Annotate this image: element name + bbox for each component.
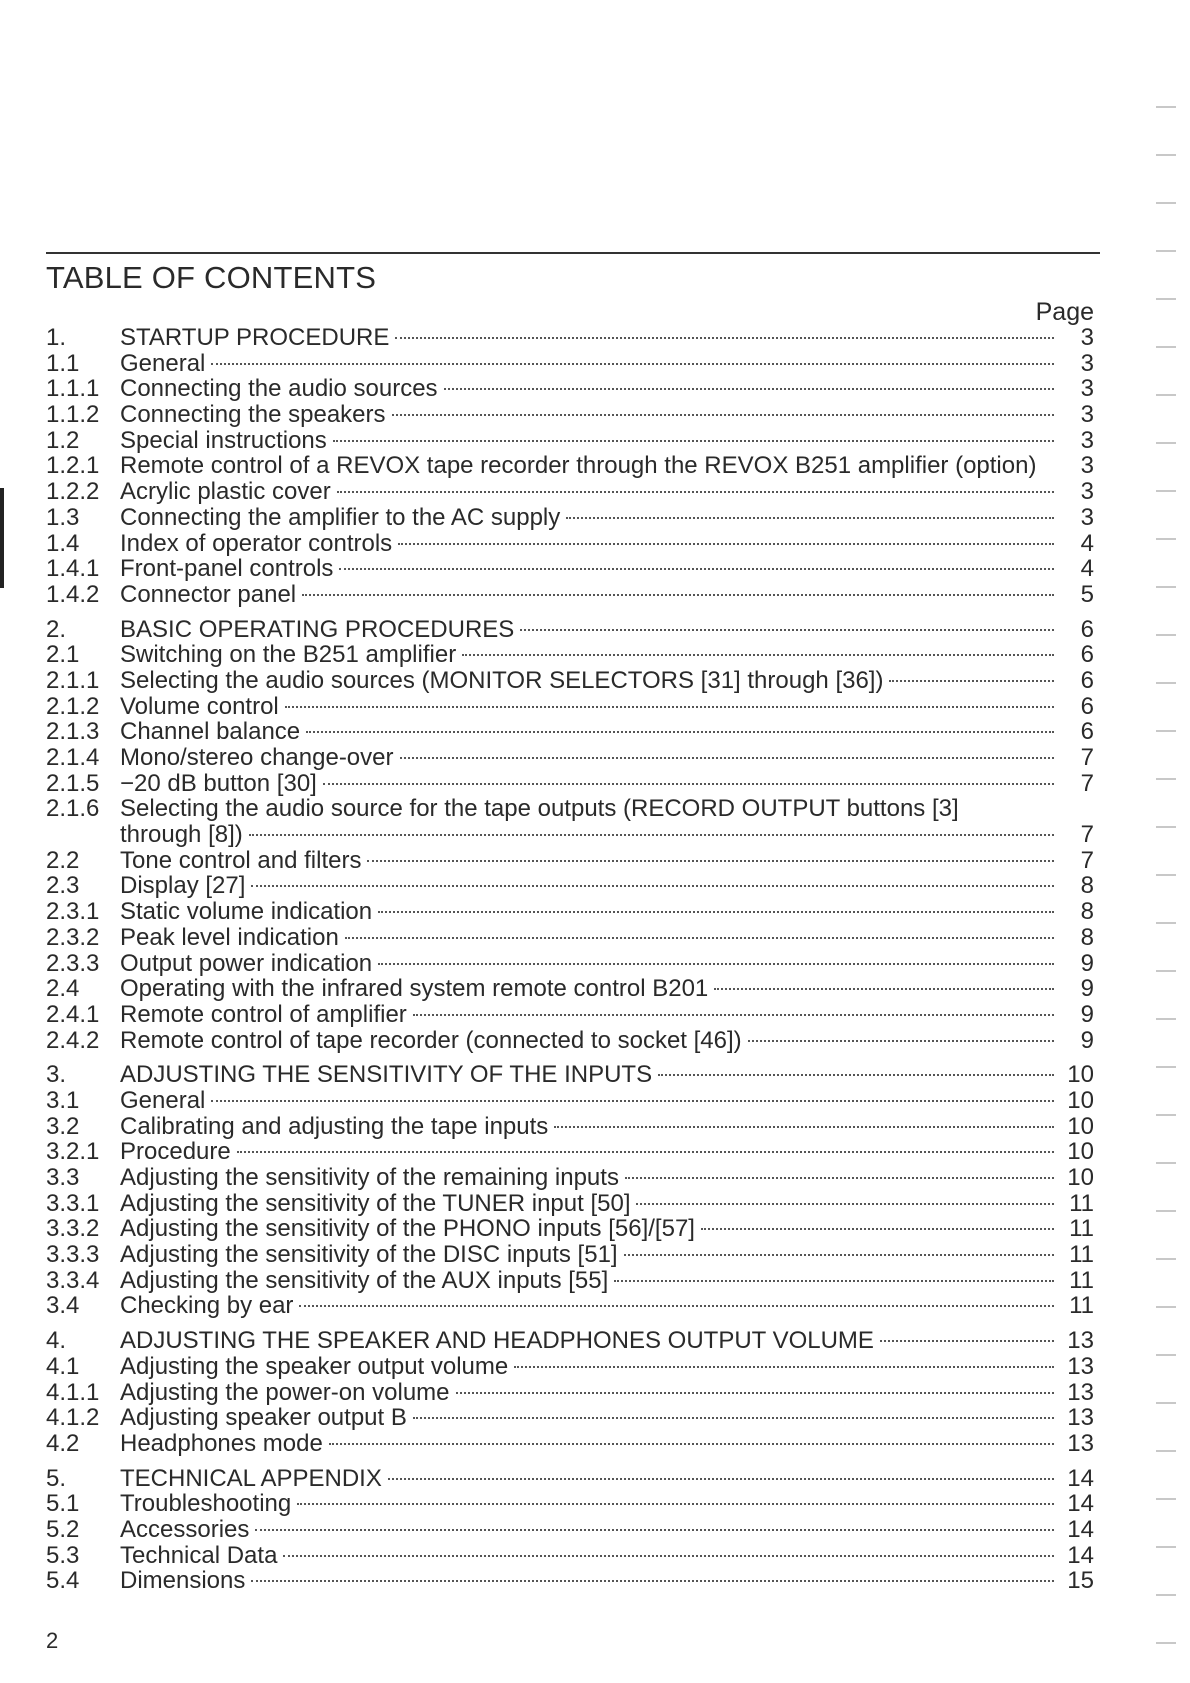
dot-leader	[889, 680, 1054, 682]
toc-entry-number: 1.4.2	[46, 580, 100, 608]
toc-entry-page: 8	[1080, 923, 1094, 951]
toc-entry-number: 1.4.1	[46, 555, 100, 583]
dot-leader	[297, 1503, 1054, 1505]
toc-entry	[46, 617, 1094, 643]
toc-entry	[46, 376, 1094, 402]
dot-leader	[658, 1074, 1054, 1076]
toc-entry	[46, 1216, 1094, 1242]
toc-entry-page: 14	[1067, 1490, 1094, 1518]
toc-entry-title: Remote control of tape recorder (connected to socket [46])	[120, 1026, 742, 1054]
toc-entry-page: 13	[1067, 1352, 1094, 1380]
toc-entry	[46, 325, 1094, 351]
toc-entry-number: 2.4.1	[46, 1000, 100, 1028]
toc-entry-page: 3	[1080, 452, 1094, 480]
toc-entry-page: 13	[1067, 1429, 1094, 1457]
toc-entry-number: 2.2	[46, 846, 80, 874]
toc-entry	[46, 1380, 1094, 1406]
toc-entry-title: Static volume indication	[120, 898, 373, 926]
dot-leader	[345, 937, 1054, 939]
toc-entry	[46, 1165, 1094, 1191]
toc-entry-title: STARTUP PROCEDURE	[120, 324, 390, 351]
dot-leader	[337, 491, 1054, 493]
toc-entry-page: 3	[1080, 503, 1094, 531]
toc-entry	[46, 951, 1094, 977]
toc-entry	[46, 1293, 1094, 1319]
toc-entry	[46, 925, 1094, 951]
toc-entry-page: 11	[1069, 1215, 1094, 1243]
dot-leader	[329, 1443, 1054, 1445]
footer-page-number: 2	[46, 1628, 59, 1653]
dot-leader	[211, 363, 1054, 365]
dot-leader	[625, 1177, 1054, 1179]
toc-entry-title: Switching on the B251 amplifier	[120, 641, 457, 669]
toc-entry-title: Remote control of a REVOX tape recorder through the REVOX B251 amplifier (option)	[120, 452, 1037, 480]
toc-entry-title: Dimensions	[120, 1567, 246, 1595]
toc-entry-title: Connector panel	[120, 580, 297, 608]
binding-mark	[0, 488, 4, 588]
toc-entry-page: 11	[1069, 1189, 1094, 1217]
toc-entry-title: Selecting the audio source for the tape outputs (RECORD OUTPUT buttons [3]	[120, 795, 959, 823]
table-of-contents	[46, 325, 1094, 1594]
toc-entry-title: Output power indication	[120, 949, 373, 977]
toc-entry-number: 2.3.3	[46, 949, 100, 977]
dot-leader	[283, 1555, 1054, 1557]
dot-leader	[636, 1203, 1054, 1205]
toc-entry-number: 3.2	[46, 1112, 80, 1140]
toc-entry-title: General	[120, 349, 206, 377]
toc-entry-title: TECHNICAL APPENDIX	[120, 1464, 382, 1492]
toc-entry-title: Front-panel controls	[120, 555, 334, 583]
toc-entry-page: 10	[1067, 1061, 1094, 1089]
toc-entry-number: 2.1	[46, 641, 80, 669]
toc-entry-page: 13	[1067, 1378, 1094, 1406]
toc-entry-title: Remote control of amplifier	[120, 1000, 407, 1028]
toc-entry-title: Adjusting the sensitivity of the TUNER input [50]	[120, 1189, 631, 1217]
toc-entry-page: 9	[1080, 1000, 1094, 1028]
dot-leader	[398, 543, 1054, 545]
dot-leader	[456, 1392, 1054, 1394]
toc-entry-title: Procedure	[120, 1138, 231, 1166]
margin-ticks	[1156, 60, 1176, 1660]
toc-entry-title: Headphones mode	[120, 1429, 323, 1457]
toc-entry-page: 10	[1067, 1138, 1094, 1166]
toc-entry	[46, 694, 1094, 720]
toc-entry-page: 3	[1080, 349, 1094, 377]
toc-entry-number: 2.1.6	[46, 795, 100, 823]
toc-entry-page: 7	[1080, 821, 1094, 849]
toc-entry-title: General	[120, 1086, 206, 1114]
toc-entry-number: 2.1.1	[46, 666, 100, 694]
toc-entry	[46, 1491, 1094, 1517]
toc-entry-number: 2.	[46, 615, 67, 643]
toc-entry-number: 5.3	[46, 1541, 80, 1569]
toc-entry-number: 4.1.1	[46, 1378, 100, 1406]
toc-entry-number: 5.2	[46, 1515, 80, 1543]
toc-entry	[46, 1568, 1094, 1594]
toc-entry	[46, 556, 1094, 582]
toc-entry-number: 5.1	[46, 1490, 80, 1518]
toc-entry-number: 3.3.2	[46, 1215, 100, 1243]
toc-entry-title: Adjusting the sensitivity of the AUX inputs [55]	[120, 1266, 609, 1294]
toc-entry-page: 13	[1067, 1404, 1094, 1432]
dot-leader	[554, 1126, 1054, 1128]
toc-entry-page: 6	[1080, 692, 1094, 720]
toc-entry-title: Selecting the audio sources (MONITOR SELECTORS [31] through [36])	[120, 666, 884, 694]
toc-entry-page: 3	[1080, 478, 1094, 506]
toc-entry	[46, 668, 1094, 694]
toc-entry	[46, 1431, 1094, 1457]
toc-entry	[46, 873, 1094, 899]
dot-leader	[306, 731, 1054, 733]
dot-leader	[624, 1254, 1054, 1256]
toc-entry-number: 2.1.4	[46, 744, 100, 771]
toc-entry-title: Tone control and filters	[120, 846, 362, 874]
toc-entry-number: 1.2.2	[46, 478, 100, 506]
dot-leader	[299, 1305, 1054, 1307]
toc-entry	[46, 976, 1094, 1002]
toc-entry	[46, 1002, 1094, 1028]
toc-entry-title: Channel balance	[120, 718, 301, 746]
toc-entry-page: 8	[1080, 898, 1094, 926]
toc-entry-number: 3.4	[46, 1292, 80, 1320]
toc-entry	[46, 479, 1094, 505]
toc-entry-page: 8	[1080, 872, 1094, 900]
toc-entry	[46, 531, 1094, 557]
toc-entry	[46, 1242, 1094, 1268]
dot-leader	[285, 706, 1054, 708]
toc-entry	[46, 1088, 1094, 1114]
toc-entry	[46, 1405, 1094, 1431]
dot-leader	[333, 440, 1054, 442]
toc-entry-number: 2.4	[46, 975, 80, 1003]
toc-entry-page: 4	[1080, 529, 1094, 557]
toc-entry-page: 7	[1080, 769, 1094, 797]
toc-entry	[46, 1328, 1094, 1354]
toc-entry-page: 3	[1080, 375, 1094, 403]
dot-leader	[392, 414, 1055, 416]
toc-entry-page: 11	[1069, 1241, 1094, 1269]
toc-entry-page: 9	[1080, 1026, 1094, 1054]
dot-leader	[249, 834, 1054, 836]
toc-entry-number: 1.2.1	[46, 452, 100, 480]
toc-entry-number: 1.1.1	[46, 375, 100, 403]
dot-leader	[378, 963, 1054, 965]
toc-entry-page: 6	[1080, 666, 1094, 694]
toc-entry	[46, 1354, 1094, 1380]
toc-entry	[46, 899, 1094, 925]
toc-entry	[46, 1114, 1094, 1140]
dot-leader	[413, 1417, 1054, 1419]
dot-leader	[237, 1151, 1054, 1153]
toc-entry	[46, 1517, 1094, 1543]
toc-entry-title: Connecting the audio sources	[120, 375, 438, 403]
toc-entry-title: Adjusting the speaker output volume	[120, 1352, 509, 1380]
toc-entry-page: 10	[1067, 1164, 1094, 1191]
toc-entry-title: through [8])	[120, 821, 243, 849]
toc-entry	[46, 402, 1094, 428]
toc-entry-title: Mono/stereo change-over	[120, 744, 394, 771]
toc-entry	[46, 1191, 1094, 1217]
dot-leader	[714, 988, 1054, 990]
dot-leader	[520, 629, 1054, 631]
toc-entry-page: 11	[1069, 1292, 1094, 1320]
toc-entry	[46, 582, 1094, 608]
toc-entry-title: Technical Data	[120, 1541, 278, 1569]
toc-entry-title: Adjusting speaker output B	[120, 1404, 407, 1432]
toc-entry-title: Calibrating and adjusting the tape inputs	[120, 1112, 549, 1140]
toc-entry-page: 9	[1080, 949, 1094, 977]
dot-leader	[302, 594, 1054, 596]
dot-leader	[748, 1040, 1054, 1042]
dot-leader	[251, 885, 1054, 887]
toc-entry-title: Acrylic plastic cover	[120, 478, 331, 506]
toc-entry-number: 1.3	[46, 503, 80, 531]
toc-entry-title: Adjusting the sensitivity of the PHONO inputs [56]/[57]	[120, 1215, 695, 1243]
toc-entry-title: Display [27]	[120, 872, 246, 900]
toc-entry-title: BASIC OPERATING PROCEDURES	[120, 615, 515, 643]
toc-entry-number: 1.1.2	[46, 401, 100, 429]
dot-leader	[339, 568, 1054, 570]
dot-leader	[566, 517, 1054, 519]
toc-entry-page: 15	[1067, 1567, 1094, 1595]
toc-entry	[46, 1466, 1094, 1492]
toc-entry-number: 4.1.2	[46, 1404, 100, 1432]
toc-entry-number: 2.3	[46, 872, 80, 900]
toc-entry-page: 6	[1080, 718, 1094, 746]
toc-entry-number: 2.3.1	[46, 898, 100, 926]
toc-entry	[46, 505, 1094, 531]
toc-entry	[46, 642, 1094, 668]
toc-entry-page: 11	[1069, 1266, 1094, 1294]
dot-leader	[251, 1580, 1054, 1582]
toc-entry-page: 3	[1080, 426, 1094, 454]
toc-entry	[46, 822, 1094, 848]
toc-entry-title: ADJUSTING THE SPEAKER AND HEADPHONES OUTPUT VOLUME	[120, 1327, 874, 1355]
toc-entry-number: 4.	[46, 1327, 67, 1355]
toc-entry-title: Index of operator controls	[120, 529, 393, 557]
toc-entry-title: Peak level indication	[120, 923, 339, 951]
toc-entry-page: 9	[1080, 975, 1094, 1003]
toc-entry	[46, 453, 1094, 479]
dot-leader	[400, 757, 1055, 759]
toc-entry-title: Adjusting the sensitivity of the DISC inputs [51]	[120, 1241, 618, 1269]
toc-entry-number: 3.3.3	[46, 1241, 100, 1269]
toc-entry-page: 10	[1067, 1086, 1094, 1114]
toc-entry-title: ADJUSTING THE SENSITIVITY OF THE INPUTS	[120, 1061, 653, 1089]
toc-entry-title: Volume control	[120, 692, 279, 720]
toc-entry	[46, 719, 1094, 745]
toc-entry-page: 6	[1080, 641, 1094, 669]
toc-entry	[46, 796, 1094, 822]
toc-entry-page: 3	[1080, 324, 1094, 351]
toc-entry-number: 3.3	[46, 1164, 80, 1191]
toc-entry-number: 5.4	[46, 1567, 80, 1595]
toc-entry-title: Adjusting the power-on volume	[120, 1378, 450, 1406]
toc-entry	[46, 428, 1094, 454]
title-rule	[46, 252, 1100, 254]
toc-entry	[46, 1139, 1094, 1165]
toc-entry-number: 5.	[46, 1464, 67, 1492]
toc-entry	[46, 1268, 1094, 1294]
dot-leader	[413, 1014, 1054, 1016]
page-title: TABLE OF CONTENTS	[46, 260, 377, 295]
toc-entry-page: 3	[1080, 401, 1094, 429]
toc-entry	[46, 351, 1094, 377]
toc-entry-page: 13	[1067, 1327, 1094, 1355]
dot-leader	[701, 1228, 1054, 1230]
toc-entry-number: 2.4.2	[46, 1026, 100, 1054]
toc-entry-title: Checking by ear	[120, 1292, 294, 1320]
page-column-header: Page	[1035, 298, 1094, 326]
toc-entry	[46, 848, 1094, 874]
toc-entry-number: 3.2.1	[46, 1138, 100, 1166]
toc-entry-page: 10	[1067, 1112, 1094, 1140]
toc-entry-page: 14	[1067, 1464, 1094, 1492]
toc-entry-number: 1.1	[46, 349, 80, 377]
toc-entry-number: 1.2	[46, 426, 80, 454]
dot-leader	[462, 654, 1054, 656]
toc-entry	[46, 1543, 1094, 1569]
toc-entry-page: 7	[1080, 846, 1094, 874]
dot-leader	[614, 1280, 1054, 1282]
dot-leader	[514, 1366, 1054, 1368]
dot-leader	[323, 783, 1054, 785]
toc-entry-title: −20 dB button [30]	[120, 769, 317, 797]
toc-entry-number: 1.	[46, 324, 67, 351]
toc-entry-title: Operating with the infrared system remote control B201	[120, 975, 709, 1003]
toc-entry-number: 3.3.4	[46, 1266, 100, 1294]
dot-leader	[395, 337, 1054, 339]
toc-entry-title: Troubleshooting	[120, 1490, 292, 1518]
toc-entry	[46, 771, 1094, 797]
toc-entry-title: Accessories	[120, 1515, 250, 1543]
toc-entry-number: 3.1	[46, 1086, 80, 1114]
toc-entry-number: 2.1.2	[46, 692, 100, 720]
toc-entry	[46, 745, 1094, 771]
dot-leader	[367, 860, 1054, 862]
toc-entry-number: 2.1.3	[46, 718, 100, 746]
toc-entry-number: 4.2	[46, 1429, 80, 1457]
toc-entry-number: 3.	[46, 1061, 67, 1089]
toc-entry-number: 4.1	[46, 1352, 80, 1380]
toc-entry-page: 7	[1080, 744, 1094, 771]
toc-entry-title: Connecting the speakers	[120, 401, 386, 429]
toc-entry-page: 6	[1080, 615, 1094, 643]
toc-entry-number: 3.3.1	[46, 1189, 100, 1217]
dot-leader	[378, 911, 1054, 913]
toc-entry-number: 2.3.2	[46, 923, 100, 951]
toc-entry-number: 2.1.5	[46, 769, 100, 797]
toc-entry-number: 1.4	[46, 529, 80, 557]
toc-entry-title: Special instructions	[120, 426, 327, 454]
toc-entry-page: 4	[1080, 555, 1094, 583]
toc-entry-page: 14	[1067, 1541, 1094, 1569]
toc-entry-page: 14	[1067, 1515, 1094, 1543]
dot-leader	[255, 1529, 1054, 1531]
dot-leader	[444, 388, 1054, 390]
toc-entry	[46, 1028, 1094, 1054]
dot-leader	[211, 1100, 1054, 1102]
dot-leader	[388, 1478, 1054, 1480]
dot-leader	[880, 1340, 1054, 1342]
toc-entry-title: Connecting the amplifier to the AC supply	[120, 503, 561, 531]
toc-entry	[46, 1062, 1094, 1088]
toc-entry-title: Adjusting the sensitivity of the remaining inputs	[120, 1164, 619, 1191]
toc-entry-page: 5	[1080, 580, 1094, 608]
